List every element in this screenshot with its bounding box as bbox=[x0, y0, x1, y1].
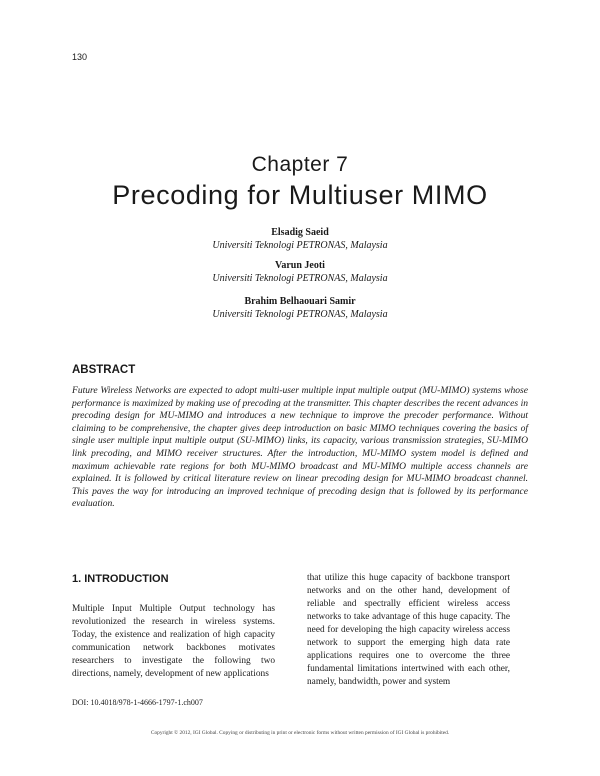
author-block bbox=[0, 259, 600, 285]
author-affiliation: Universiti Teknologi PETRONAS, Malaysia bbox=[212, 309, 388, 320]
doi: DOI: 10.4018/978-1-4666-1797-1.ch007 bbox=[72, 698, 203, 707]
page-number: 130 bbox=[72, 52, 88, 62]
abstract-heading: ABSTRACT bbox=[72, 364, 136, 376]
author-block bbox=[0, 226, 600, 252]
author-block bbox=[0, 295, 600, 321]
copyright-notice: Copyright © 2012, IGI Global. Copying or distributing in print or electronic forms without written permission of IGI Global is prohibited. bbox=[150, 730, 450, 736]
introduction-right-column: that utilize this huge capacity of backbone transport networks and on the other hand, development of reliable and spectrally efficient wireless access networks to take advantage of this huge capacity. The need for developing the high capacity wireless access network to support the emerging high data rate applications requires one to overcome the three fundamental limitations intertwined with each other, namely, bandwidth, power and system bbox=[307, 573, 510, 687]
chapter-title: Precoding for Multiuser MIMO bbox=[112, 180, 488, 210]
abstract-text: Future Wireless Networks are expected to adopt multi-user multiple input multiple output (MU-MIMO) systems whose performance is maximized by making use of precoding at the transmitter. This chapter describes the recent advances in precoding design for MU-MIMO and introduces a new technique to improve the precoder performance. Without claiming to be comprehensive, the chapter gives deep introduction on basic MIMO techniques covering the basics of single user multiple input multiple output (SU-MIMO) links, its capacity, various transmission strategies, SU-MIMO link precoding, and MIMO receiver structures. After the introduction, MU-MIMO system model is defined and maximum achievable rate regions for both MU-MIMO broadcast and MU-MIMO multiple access channels are explained. It is followed by critical literature review on linear precoding design for MU-MIMO broadcast channel. This paves the way for introducing an improved technique of precoding design that is followed by its performance evaluation. bbox=[72, 385, 528, 510]
introduction-left-column: Multiple Input Multiple Output technology has revolutionized the research in wireless systems. Today, the existence and realization of high capacity communication network backbones motivates researchers to investigate the following two directions, namely, development of new applications bbox=[72, 604, 275, 679]
author-affiliation: Universiti Teknologi PETRONAS, Malaysia bbox=[212, 240, 388, 251]
author-name: Brahim Belhaouari Samir bbox=[244, 296, 356, 307]
author-name: Varun Jeoti bbox=[275, 260, 325, 271]
section-heading-introduction: 1. INTRODUCTION bbox=[72, 573, 169, 585]
chapter-label: Chapter 7 bbox=[251, 153, 349, 176]
author-name: Elsadig Saeid bbox=[271, 227, 329, 238]
author-affiliation: Universiti Teknologi PETRONAS, Malaysia bbox=[212, 273, 388, 284]
